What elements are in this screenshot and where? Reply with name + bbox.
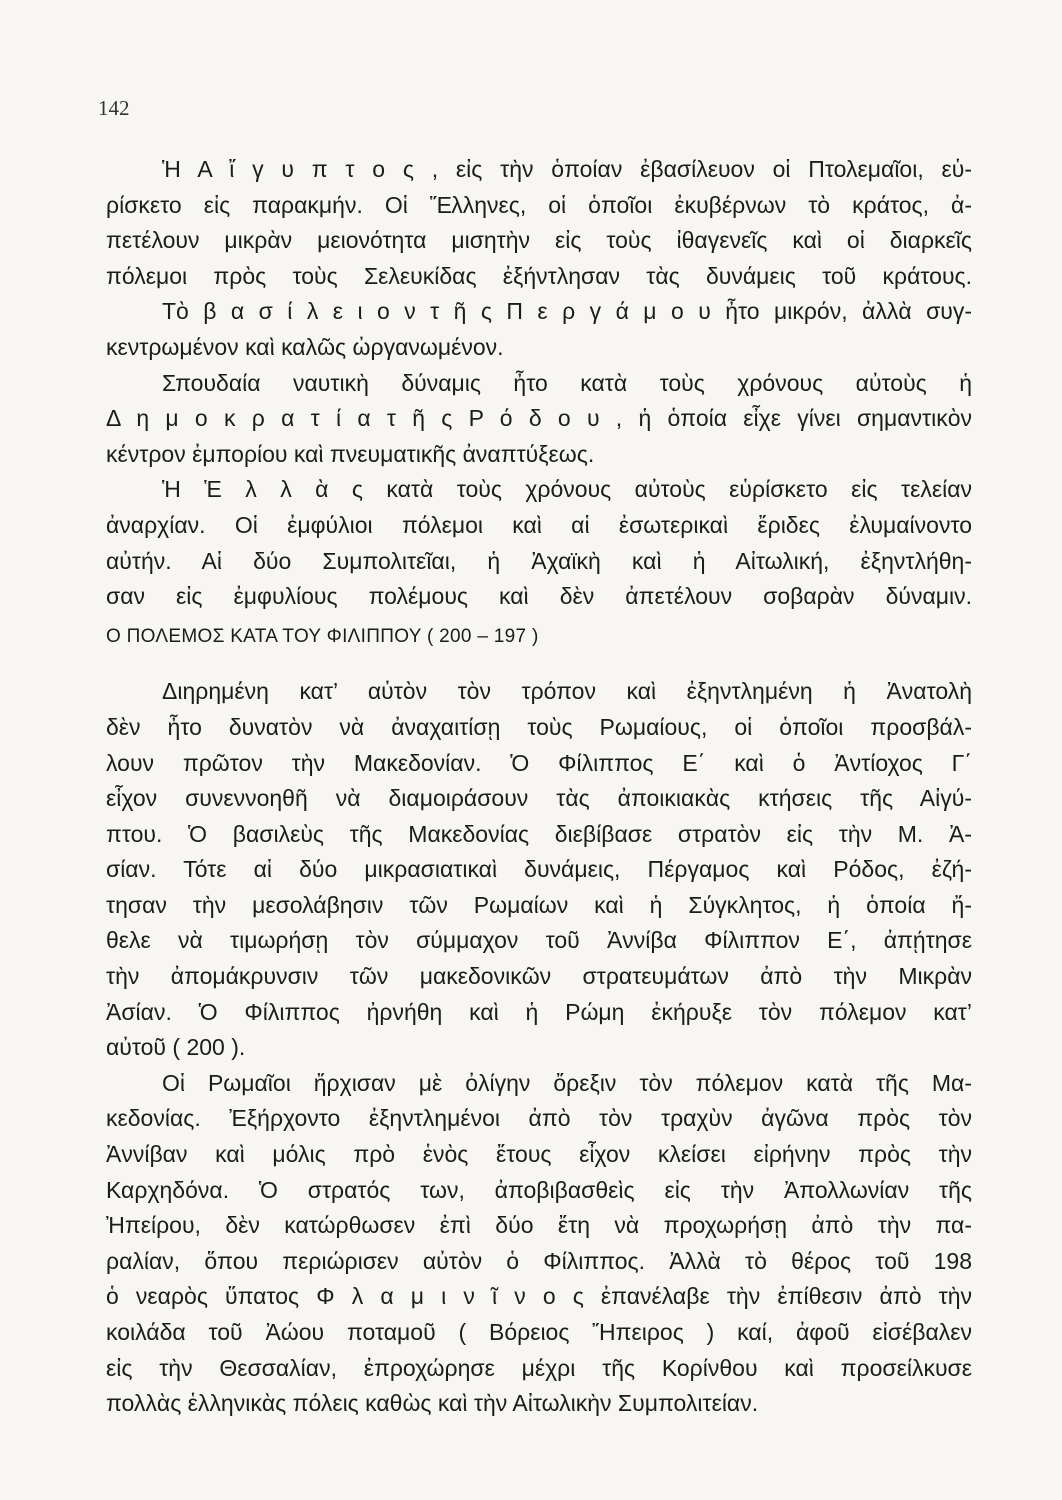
text-line: ραλίαν, ὅπου περιώρισεν αὐτὸν ὁ Φίλιππος. Ἀλλὰ τὸ θέρος τοῦ 198 [106, 1247, 972, 1274]
text-line: Ἡ Ἑ λ λ ὰ ς κατὰ τοὺς χρόνους αὐτοὺς εὑρίσκετο εἰς τελείαν [162, 476, 972, 503]
page-number: 142 [98, 96, 130, 120]
text-line: πολλὰς ἑλληνικὰς πόλεις καθὼς καὶ τὴν Αἰτωλικὴν Συμπολιτείαν. [106, 1390, 759, 1417]
text-line: αὐτήν. Αἱ δύο Συμπολιτεῖαι, ἡ Ἀχαϊκὴ καὶ ἡ Αἰτωλική, ἐξηντλήθη- [106, 547, 972, 574]
text-line: αὐτοῦ ( 200 ). [106, 1034, 246, 1061]
text-line: κοιλάδα τοῦ Ἀώου ποταμοῦ ( Βόρειος Ἤπειρος ) καί, ἀφοῦ εἰσέβαλεν [106, 1319, 972, 1345]
text-line: Ἠπείρου, δὲν κατώρθωσεν ἐπὶ δύο ἔτη νὰ προχωρήσῃ ἀπὸ τὴν πα- [106, 1212, 972, 1239]
text-line: Ἀσίαν. Ὁ Φίλιππος ἠρνήθη καὶ ἡ Ρώμη ἐκήρυξε τὸν πόλεμον κατ’ [106, 998, 972, 1025]
text-line: πτου. Ὁ βασιλεὺς τῆς Μακεδονίας διεβίβασε στρατὸν εἰς τὴν Μ. Ἀ- [106, 820, 972, 847]
text-line: ὁ νεαρὸς ὕπατος Φ λ α μ ι ν ῖ ν ο ς ἐπανέλαβε τὴν ἐπίθεσιν ἀπὸ τὴν [106, 1283, 972, 1310]
text-line: δὲν ἦτο δυνατὸν νὰ ἀναχαιτίσῃ τοὺς Ρωμαίους, οἱ ὁποῖοι προσβάλ- [106, 713, 972, 740]
text-line: Σπουδαία ναυτικὴ δύναμις ἦτο κατὰ τοὺς χρόνους αὐτοὺς ἡ [162, 369, 972, 396]
text-line: Διηρημένη κατ’ αὐτὸν τὸν τρόπον καὶ ἐξηντλημένη ἡ Ἀνατολὴ [162, 678, 972, 705]
text-line: τὴν ἀπομάκρυνσιν τῶν μακεδονικῶν στρατευμάτων ἀπὸ τὴν Μικρὰν [106, 963, 972, 990]
text-line: Καρχηδόνα. Ὁ στρατός των, ἀποβιβασθεὶς εἰς τὴν Ἀπολλωνίαν τῆς [106, 1176, 972, 1203]
text-line: Οἱ Ρωμαῖοι ἤρχισαν μὲ ὀλίγην ὄρεξιν τὸν πόλεμον κατὰ τῆς Μα- [162, 1069, 972, 1096]
text-line: κεδονίας. Ἐξήρχοντο ἐξηντλημένοι ἀπὸ τὸν τραχὺν ἀγῶνα πρὸς τὸν [106, 1105, 972, 1132]
text-line: Τὸ β α σ ί λ ε ι ο ν τ ῆ ς Π ε ρ γ ά μ ο υ ἦτο μικρόν, ἀλλὰ συγ- [162, 298, 972, 325]
text-line: Δ η μ ο κ ρ α τ ί α τ ῆ ς Ρ ό δ ο υ , ἡ ὁποία εἶχε γίνει σημαντικὸν [106, 405, 972, 432]
page-body [106, 152, 972, 1422]
text-line: πετέλουν μικρὰν μειονότητα μισητὴν εἰς τοὺς ἰθαγενεῖς καὶ οἱ διαρκεῖς [106, 227, 972, 254]
text-line: πόλεμοι πρὸς τοὺς Σελευκίδας ἐξήντλησαν τὰς δυνάμεις τοῦ κράτους. [106, 262, 972, 289]
text-line: Ἡ Α ἴ γ υ π τ ο ς , εἰς τὴν ὁποίαν ἐβασίλευον οἱ Πτολεμαῖοι, εὑ- [162, 156, 972, 182]
text-line: Ἀννίβαν καὶ μόλις πρὸ ἑνὸς ἔτους εἶχον κλείσει εἰρήνην πρὸς τὴν [106, 1141, 972, 1168]
text-line: ρίσκετο εἰς παρακμήν. Οἱ Ἕλληνες, οἱ ὁποῖοι ἐκυβέρνων τὸ κράτος, ἀ- [106, 191, 972, 218]
text-line: εἰς τὴν Θεσσαλίαν, ἐπροχώρησε μέχρι τῆς Κορίνθου καὶ προσείλκυσε [106, 1354, 972, 1381]
text-line: θελε νὰ τιμωρήσῃ τὸν σύμμαχον τοῦ Ἀννίβα Φίλιππον Ε΄, ἀπῄτησε [106, 927, 972, 954]
text-line: σαν εἰς ἐμφυλίους πολέμους καὶ δὲν ἀπετέλουν σοβαρὰν δύναμιν. [106, 583, 972, 610]
text-line: λουν πρῶτον τὴν Μακεδονίαν. Ὁ Φίλιππος Ε΄ καὶ ὁ Ἀντίοχος Γ΄ [106, 749, 972, 776]
text-line: τησαν τὴν μεσολάβησιν τῶν Ρωμαίων καὶ ἡ Σύγκλητος, ἡ ὁποία ἤ- [106, 891, 972, 918]
text-line: εἶχον συνεννοηθῆ νὰ διαμοιράσουν τὰς ἀποικιακὰς κτήσεις τῆς Αἰγύ- [106, 785, 972, 812]
text-line: ἀναρχίαν. Οἱ ἐμφύλιοι πόλεμοι καὶ αἱ ἐσωτερικαὶ ἔριδες ἐλυμαίνοντο [106, 511, 972, 538]
text-line: σίαν. Τότε αἱ δύο μικρασιατικαὶ δυνάμεις, Πέργαμος καὶ Ρόδος, ἐζή- [106, 856, 972, 883]
text-line: κέντρον ἐμπορίου καὶ πνευματικῆς ἀναπτύξεως. [106, 440, 595, 467]
section-heading: Ο ΠΟΛΕΜΟΣ ΚΑΤΑ ΤΟΥ ΦΙΛΙΠΠΟΥ ( 200 – 197 ) [106, 625, 539, 647]
text-line: κεντρωμένον καὶ καλῶς ὠργανωμένον. [106, 333, 504, 360]
